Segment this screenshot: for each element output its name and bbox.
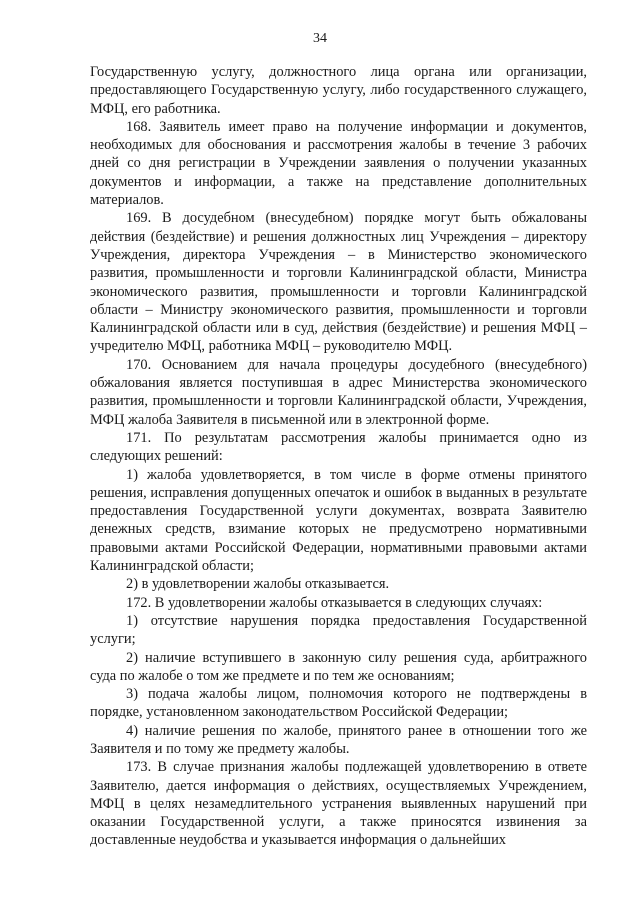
paragraph-172-item-2: 2) наличие вступившего в законную силу решения суда, арбитражного суда по жалобе о том же предмете и по тем же основаниям;: [90, 649, 587, 684]
paragraph-171-item-1: 1) жалоба удовлетворяется, в том числе в форме отмены принятого решения, исправления допущенных опечаток и ошибок в выданных в результате предоставления Государственной услуги документах, возврата Заявителю денежных средств, взимание которых не предусмотрено нормативными правовыми актами Российской Федерации, нормативными правовыми актами Калининградской области;: [90, 466, 587, 575]
page-number: 34: [313, 31, 327, 46]
paragraph-170: 170. Основанием для начала процедуры досудебного (внесудебного) обжалования является поступившая в адрес Министерства экономического развития, промышленности и торговли Калининградской области, Учреждения, МФЦ жалоба Заявителя в письменной или в электронной форме.: [90, 356, 587, 428]
paragraph-171-item-2: 2) в удовлетворении жалобы отказывается.: [126, 576, 390, 593]
paragraph-172-item-1: 1) отсутствие нарушения порядка предоставления Государственной услуги;: [90, 612, 587, 648]
paragraph-169: 169. В досудебном (внесудебном) порядке могут быть обжалованы действия (бездействие) и решения должностных лиц Учреждения – директору Учреждения, директора Учреждения – в Министерство экономического развития, промышленности и торговли Калининградской области, Министра экономического развития, промышленности и торговли Калининградской области – Министру экономического развития, промышленности и торговли Калининградской области или в суд, действия (бездействие) и решения МФЦ – учредителю МФЦ, работника МФЦ – руководителю МФЦ.: [90, 210, 587, 355]
paragraph-168: 168. Заявитель имеет право на получение информации и документов, необходимых для обоснования и рассмотрения жалобы в течение 3 рабочих дней со дня регистрации в Учреждении заявления о получении указанных документов и информации, а также на представление дополнительных материалов.: [90, 118, 587, 209]
paragraph-172: 172. В удовлетворении жалобы отказывается в следующих случаях:: [126, 594, 543, 611]
paragraph-173: 173. В случае признания жалобы подлежащей удовлетворению в ответе Заявителю, дается информация о действиях, осуществляемых Учреждением, МФЦ в целях незамедлительного устранения выявленных нарушений при оказании Государственной услуги, а также приносятся извинения за доставленные неудобства и указывается информация о дальнейших: [90, 759, 587, 849]
paragraph-172-item-4: 4) наличие решения по жалобе, принятого ранее в отношении того же Заявителя и по тому же предмету жалобы.: [90, 722, 587, 757]
paragraph-171: 171. По результатам рассмотрения жалобы принимается одно из следующих решений:: [90, 429, 587, 465]
paragraph-172-item-3: 3) подача жалобы лицом, полномочия которого не подтверждены в порядке, установленном законодательством Российской Федерации;: [90, 686, 587, 721]
paragraph-continuation: Государственную услугу, должностного лица органа или организации, предоставляющего Государственную услугу, либо государственного служащего, МФЦ, его работника.: [90, 64, 587, 117]
document-body: [90, 63, 587, 850]
